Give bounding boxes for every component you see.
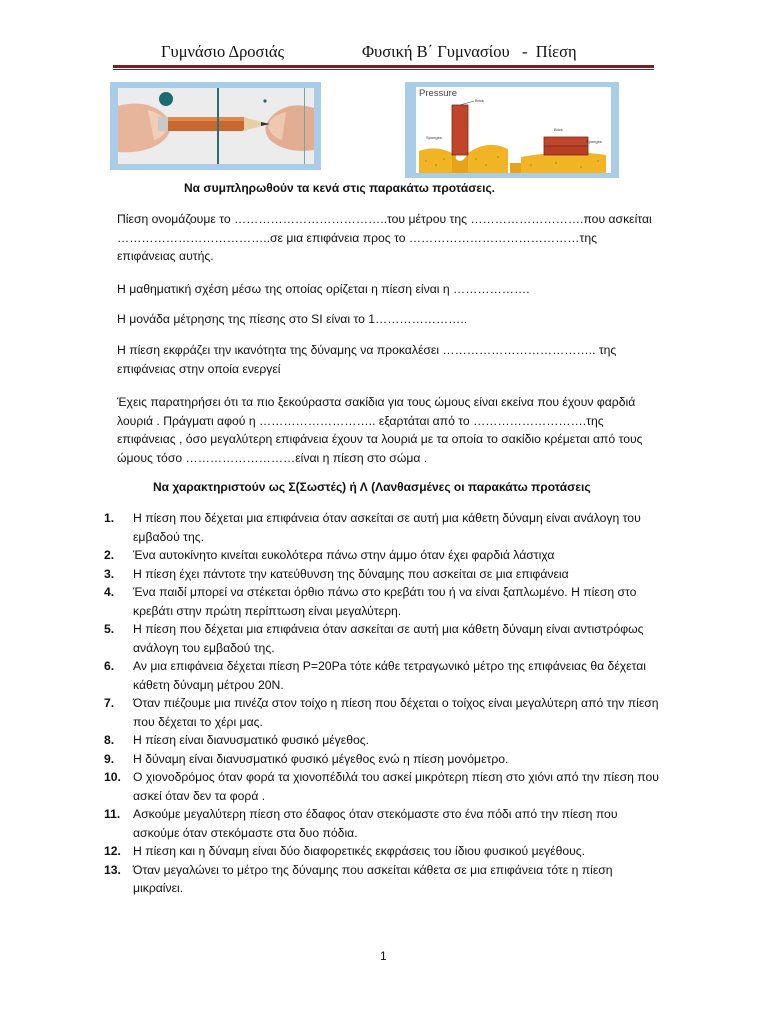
true-false-list (104, 509, 660, 898)
item-text: Η δύναμη είναι διανυσματικό φυσικό μέγεθος ενώ η πίεση μονόμετρο. (133, 751, 509, 766)
list-item (104, 565, 660, 584)
section1-title: Να συμπληρωθούν τα κενά στις παρακάτω προτάσεις. (184, 181, 496, 195)
item-number: 3. (104, 566, 115, 581)
list-item (104, 861, 660, 898)
pressure-diagram-drawing (416, 87, 611, 173)
subject-title: Φυσική Β΄ Γυμνασίου - Πίεση (362, 42, 577, 61)
label-brick-right: Brick (554, 127, 563, 132)
header-rule-thin (113, 69, 654, 70)
item-number: 12. (104, 844, 121, 858)
item-number: 7. (104, 696, 115, 710)
pencil-fingers-image (110, 82, 321, 170)
item-text: Η πίεση έχει πάντοτε την κατεύθυνση της δύναμης που ασκείται σε μια επιφάνεια (133, 566, 569, 581)
fill-paragraph-3: Η μονάδα μέτρησης της πίεσης στο SI είναι το 1………………….. (117, 312, 468, 326)
list-item (104, 583, 660, 620)
item-text: Η πίεση που δέχεται μια επιφάνεια όταν ασκείται σε αυτή μια κάθετη δύναμη είναι αντιστρόφως ανάλογη του εμβαδού της. (133, 622, 644, 655)
fill-paragraph-4: Η πίεση εκφράζει την ικανότητα της δύναμης να προκαλέσει ……………………………….. της επιφάνειας στην οποία ενεργεί (117, 343, 617, 376)
header-rule (113, 65, 654, 68)
item-text: Όταν πιέζουμε μια πινέζα στον τοίχο η πίεση που δέχεται ο τοίχος είναι μεγαλύτερη από την πίεση που δέχεται το χέρι μας. (133, 696, 659, 729)
item-text: Η πίεση είναι διανυσματικό φυσικό μέγεθος. (133, 733, 370, 747)
item-number: 11. (104, 807, 121, 821)
item-text: Ο χιονοδρόμος όταν φορά τα χιονοπέδιλά του ασκεί μικρότερη πίεση στο χιόνι από την πίεση που ασκεί όταν δεν τα φορά . (133, 770, 659, 803)
item-number: 13. (104, 862, 121, 877)
item-text: Η πίεση και η δύναμη είναι δύο διαφορετικές εκφράσεις του ίδιου φυσικού μεγέθους. (133, 844, 586, 858)
item-number: 5. (104, 622, 115, 636)
item-number: 4. (104, 585, 115, 599)
fill-paragraph-1: Πίεση ονομάζουμε το ………………………………..του μέτρου της ……………………….που ασκείται ………………………………..σε μια επιφάνεια προς το ……………………………………της επιφάνειας αυτής. (117, 212, 652, 263)
list-item (104, 620, 660, 657)
fill-paragraph-2: Η μαθηματική σχέση μέσω της οποίας ορίζεται η πίεση είναι η ………………. (117, 282, 530, 296)
page-header (113, 40, 654, 64)
item-number: 10. (104, 770, 121, 784)
list-item (104, 509, 660, 546)
list-item (104, 694, 660, 731)
pencil-fingers-drawing (118, 88, 314, 164)
list-item (104, 750, 660, 769)
item-text: Ένα αυτοκίνητο κινείται ευκολότερα πάνω στην άμμο όταν έχει φαρδιά λάστιχα (133, 548, 555, 562)
item-number: 1. (104, 511, 115, 525)
list-item (104, 657, 660, 694)
school-name: Γυμνάσιο Δροσιάς (161, 42, 285, 61)
item-number: 6. (104, 659, 115, 673)
list-item (104, 805, 660, 842)
item-number: 8. (104, 733, 115, 747)
label-sponges-left: Sponges (426, 135, 442, 140)
item-text: Αν μια επιφάνεια δέχεται πίεση P=20Pa τότε κάθε τετραγωνικό μέτρο της επιφάνειας θα δέχεται κάθετη δύναμη μέτρου 20Ν. (133, 659, 646, 692)
item-text: Η πίεση που δέχεται μια επιφάνεια όταν ασκείται σε αυτή μια κάθετη δύναμη είναι ανάλογη του εμβαδού της. (133, 511, 641, 544)
pressure-diagram-image (405, 82, 619, 178)
fill-paragraph-5: Έχεις παρατηρήσει ότι τα πιο ξεκούραστα σακίδια για τους ώμους είναι εκείνα που έχουν φαρδιά λουριά . Πράγματι αφού η ……………………….. εξαρτάται από το ……………………….της επιφάνειας , όσο μεγαλύτερη επιφάνεια έχουν τα λουριά με τα οποία το σακίδιο κρέμεται από τους ώμους τόσο ………………………είναι η πίεση στο σώμα . (117, 395, 643, 465)
label-brick-left: Brick (475, 98, 484, 103)
label-sponges-right: Sponges (586, 139, 602, 144)
section2-title: Να χαρακτηριστούν ως Σ(Σωστές) ή Λ (Λανθασμένες οι παρακάτω προτάσεις (153, 480, 591, 494)
list-item (104, 731, 660, 750)
item-number: 2. (104, 548, 115, 562)
item-text: Ασκούμε μεγαλύτερη πίεση στο έδαφος όταν στεκόμαστε στο ένα πόδι από την πίεση που ασκούμε όταν στεκόμαστε στα δυο πόδια. (133, 807, 618, 840)
item-text: Ένα παιδί μπορεί να στέκεται όρθιο πάνω στο κρεβάτι του ή να είναι ξαπλωμένο. Η πίεση στο κρεβάτι στην πρώτη περίπτωση είναι μεγαλύτερη. (133, 585, 637, 618)
item-text: Όταν μεγαλώνει το μέτρο της δύναμης που ασκείται κάθετα σε μια επιφάνεια τότε η πίεση μικραίνει. (133, 862, 613, 895)
list-item (104, 546, 660, 565)
item-number: 9. (104, 751, 115, 766)
list-item (104, 768, 660, 805)
page-number: 1 (380, 949, 387, 963)
pressure-diagram-title: Pressure (419, 88, 458, 99)
list-item (104, 842, 660, 861)
